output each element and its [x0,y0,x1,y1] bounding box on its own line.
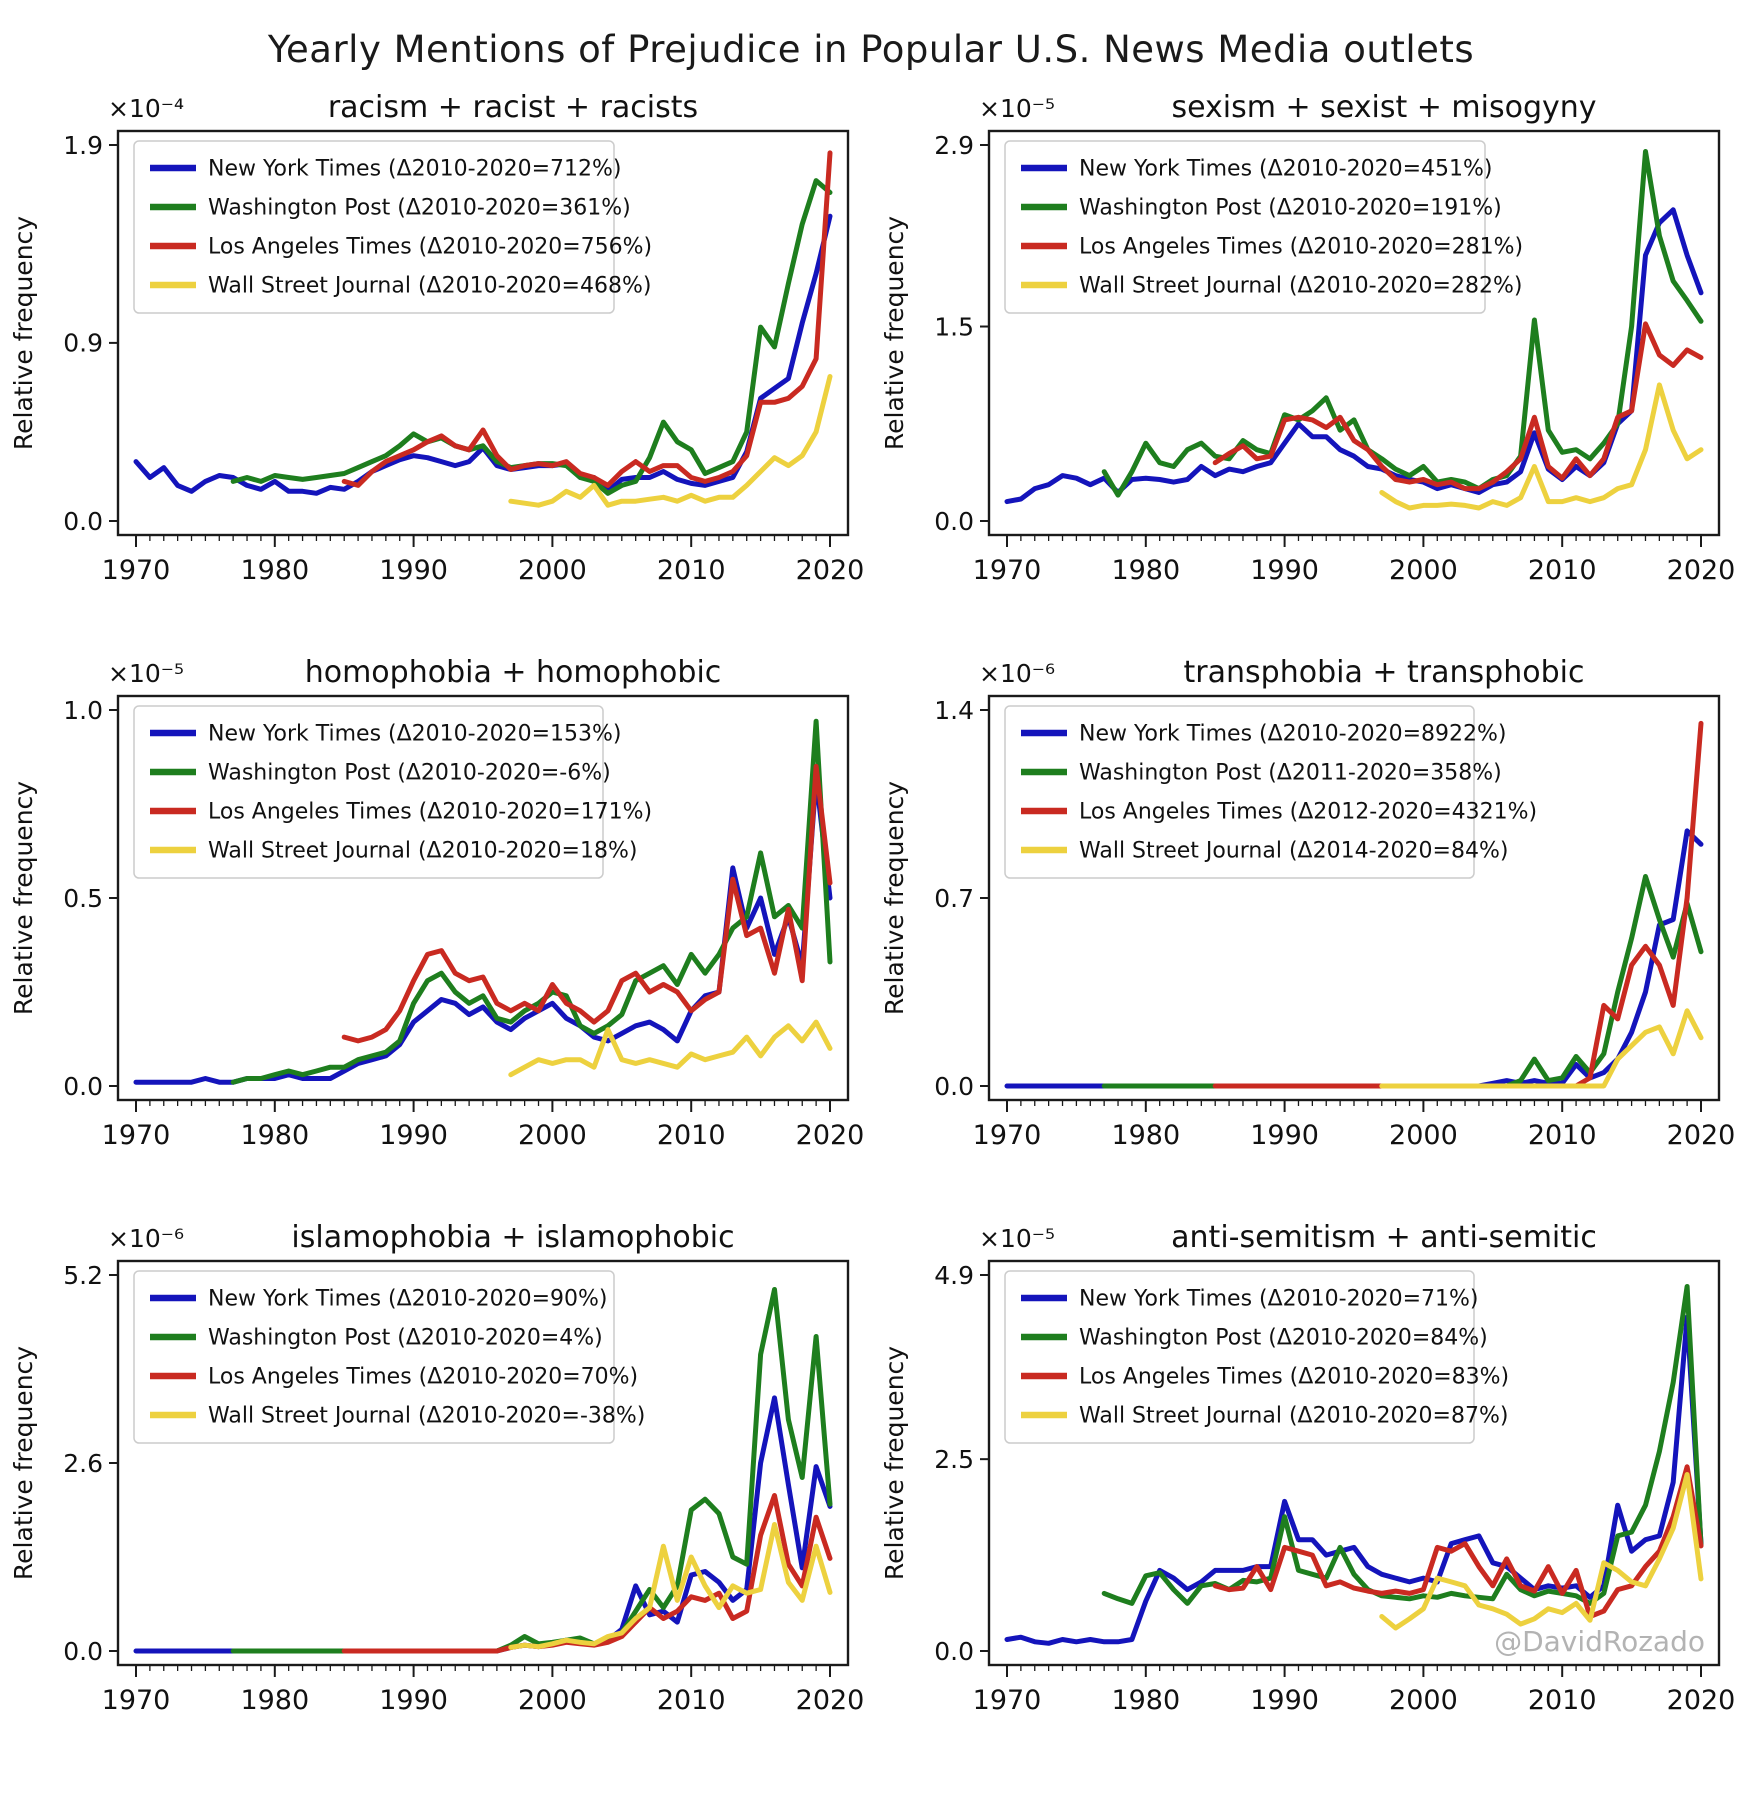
chart-title: islamophobia + islamophobic [290,1220,735,1255]
x-tick-label: 1970 [972,1685,1041,1716]
x-tick-label: 1990 [1249,555,1319,586]
chart-title: homophobia + homophobic [304,655,721,690]
x-tick-label: 2020 [795,1685,864,1716]
legend-label: Washington Post (Δ2010-2020=84%) [1078,1325,1488,1351]
y-tick-label: 0.0 [62,1636,103,1666]
y-tick-label: 1.4 [933,695,974,725]
x-tick-label: 1980 [1110,555,1180,586]
legend-label: Wall Street Journal (Δ2010-2020=-38%) [207,1403,645,1429]
watermark: @DavidRozado [1493,1625,1705,1658]
chart-canvas-homophobia [6,642,866,1194]
legend-label: New York Times (Δ2010-2020=451%) [1078,156,1492,182]
x-tick-label: 1990 [378,1685,448,1716]
x-tick-label: 1970 [972,555,1041,586]
scale-offset-label: ×10⁻⁶ [107,1224,184,1253]
x-tick-label: 1980 [239,555,309,586]
legend-label: Washington Post (Δ2010-2020=4%) [207,1325,603,1351]
legend-label: New York Times (Δ2010-2020=153%) [207,721,621,747]
chart-islamophobia [0,1207,871,1772]
y-axis-label: Relative frequency [879,1345,909,1581]
scale-offset-label: ×10⁻⁴ [107,94,184,123]
legend-label: New York Times (Δ2010-2020=90%) [207,1286,607,1312]
scale-offset-label: ×10⁻⁵ [107,659,184,688]
legend-label: Washington Post (Δ2011-2020=358%) [1078,760,1502,786]
x-tick-label: 2010 [1527,1120,1597,1151]
chart-title: sexism + sexist + misogyny [1170,90,1597,125]
legend-label: Los Angeles Times (Δ2010-2020=70%) [207,1364,638,1390]
y-tick-label: 0.5 [62,883,103,913]
y-tick-label: 0.0 [62,1071,103,1101]
legend-label: Los Angeles Times (Δ2012-2020=4321%) [1078,799,1537,825]
chart-racism [0,77,871,642]
legend-label: Los Angeles Times (Δ2010-2020=171%) [207,799,652,825]
chart-homophobia [0,642,871,1207]
y-axis-label: Relative frequency [8,1345,38,1581]
chart-title: transphobia + transphobic [1183,655,1584,690]
legend-label: Wall Street Journal (Δ2010-2020=468%) [207,273,651,299]
y-tick-label: 1.9 [62,130,103,160]
y-axis-label: Relative frequency [8,215,38,451]
x-tick-label: 2000 [517,1685,587,1716]
x-tick-label: 2000 [1388,555,1458,586]
y-tick-label: 0.7 [933,883,974,913]
x-tick-label: 1980 [239,1120,309,1151]
x-tick-label: 1980 [239,1685,309,1716]
y-axis-label: Relative frequency [879,780,909,1016]
legend-label: Los Angeles Times (Δ2010-2020=756%) [207,234,652,260]
x-tick-label: 2000 [1388,1685,1458,1716]
x-tick-label: 1990 [378,555,448,586]
chart-sexism [871,77,1742,642]
y-tick-label: 4.9 [933,1260,974,1290]
scale-offset-label: ×10⁻⁵ [978,94,1055,123]
legend-label: Washington Post (Δ2010-2020=191%) [1078,195,1502,221]
x-tick-label: 1990 [1249,1120,1319,1151]
legend-label: Wall Street Journal (Δ2010-2020=87%) [1078,1403,1508,1429]
y-tick-label: 0.0 [62,506,103,536]
y-tick-label: 0.0 [933,506,974,536]
y-axis-label: Relative frequency [879,215,909,451]
x-tick-label: 2010 [1527,1685,1597,1716]
chart-title: racism + racist + racists [327,90,698,125]
chart-canvas-islamophobia [6,1207,866,1759]
chart-title: anti-semitism + anti-semitic [1170,1220,1597,1255]
legend-label: Wall Street Journal (Δ2010-2020=18%) [207,838,637,864]
y-tick-label: 0.0 [933,1071,974,1101]
chart-canvas-transphobia [877,642,1737,1194]
y-tick-label: 0.0 [933,1636,974,1666]
x-tick-label: 2000 [517,1120,587,1151]
legend-label: Wall Street Journal (Δ2014-2020=84%) [1078,838,1508,864]
x-tick-label: 1970 [101,1685,170,1716]
x-tick-label: 1970 [972,1120,1041,1151]
x-tick-label: 2020 [1666,1685,1735,1716]
legend-label: Washington Post (Δ2010-2020=-6%) [207,760,611,786]
x-tick-label: 1970 [101,555,170,586]
x-tick-label: 2020 [1666,1120,1735,1151]
legend-label: New York Times (Δ2010-2020=8922%) [1078,721,1506,747]
y-tick-label: 2.5 [933,1444,974,1474]
scale-offset-label: ×10⁻⁶ [978,659,1055,688]
x-tick-label: 2020 [795,1120,864,1151]
x-tick-label: 2010 [1527,555,1597,586]
figure-title: Yearly Mentions of Prejudice in Popular U.S. News Media outlets [267,28,1475,71]
legend-label: New York Times (Δ2010-2020=712%) [207,156,621,182]
y-tick-label: 2.9 [933,130,974,160]
y-tick-label: 2.6 [62,1448,103,1478]
x-tick-label: 1970 [101,1120,170,1151]
y-axis-label: Relative frequency [8,780,38,1016]
x-tick-label: 1990 [378,1120,448,1151]
y-tick-label: 1.5 [933,312,974,342]
y-tick-label: 5.2 [62,1260,103,1290]
x-tick-label: 2000 [1388,1120,1458,1151]
x-tick-label: 1980 [1110,1685,1180,1716]
x-tick-label: 2010 [656,1685,726,1716]
legend-label: Wall Street Journal (Δ2010-2020=282%) [1078,273,1522,299]
chart-canvas-racism [6,77,866,629]
chart-transphobia [871,642,1742,1207]
chart-canvas-sexism [877,77,1737,629]
legend-label: New York Times (Δ2010-2020=71%) [1078,1286,1478,1312]
legend-label: Los Angeles Times (Δ2010-2020=83%) [1078,1364,1509,1390]
x-tick-label: 1990 [1249,1685,1319,1716]
x-tick-label: 1980 [1110,1120,1180,1151]
chart-antisemitism [871,1207,1742,1772]
charts-grid [0,77,1742,1772]
x-tick-label: 2010 [656,555,726,586]
legend-label: Washington Post (Δ2010-2020=361%) [207,195,631,221]
x-tick-label: 2010 [656,1120,726,1151]
y-tick-label: 1.0 [62,695,103,725]
x-tick-label: 2020 [1666,555,1735,586]
legend-label: Los Angeles Times (Δ2010-2020=281%) [1078,234,1523,260]
y-tick-label: 0.9 [62,328,103,358]
x-tick-label: 2000 [517,555,587,586]
chart-canvas-antisemitism [877,1207,1737,1759]
x-tick-label: 2020 [795,555,864,586]
scale-offset-label: ×10⁻⁵ [978,1224,1055,1253]
